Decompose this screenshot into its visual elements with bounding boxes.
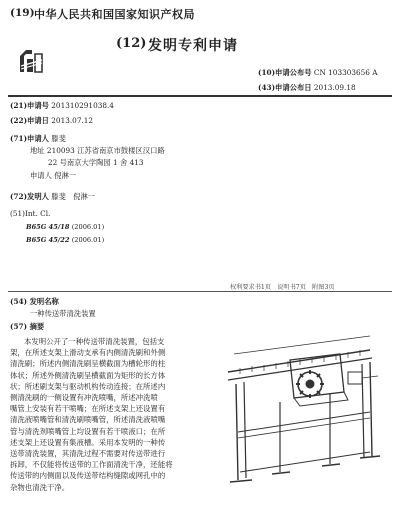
abstract-line: 杂物也清洗干净。 xyxy=(10,482,70,492)
applicant-value: 滕斐 xyxy=(51,134,66,143)
abstract-label: (57) 摘要 xyxy=(10,322,45,331)
applicant-row xyxy=(10,134,66,143)
app-no-label: (21)申请号 xyxy=(10,101,49,110)
filing-label: (22)申请日 xyxy=(10,116,49,125)
abstract-line: 传送带的内侧面以及传送带结构缝隙或网孔中的 xyxy=(10,471,166,481)
abstract-line: 清洗刷；所述内侧清洗刷呈横截面为槽轮形的柱 xyxy=(10,359,166,369)
abstract-line: 本发明公开了一种传送带清洗装置，包括支 xyxy=(24,337,165,346)
abstract-line: 体状；所述外侧清洗刷呈横截面为矩形的长方体 xyxy=(10,370,166,380)
agent-label: 申请人 xyxy=(30,171,52,180)
ipc-code: B65G 45/22 xyxy=(26,236,70,244)
abstract-line: 状；所述刷支架与驱动机构传动连接；在所述内 xyxy=(10,381,166,391)
pub-no-row xyxy=(258,68,378,78)
middle-divider xyxy=(8,291,392,292)
address-line-1: 210093 江苏省南京市鼓楼区汉口路 xyxy=(46,146,165,155)
doctype-code: (12) xyxy=(116,36,147,51)
cnipa-logo-icon xyxy=(18,48,44,74)
header-divider xyxy=(8,95,392,97)
abstract-body xyxy=(10,336,210,493)
ipc-version: (2006.01) xyxy=(71,236,105,244)
abstract-line: 送带清洗装置，其清洗过程不需要对传送带进行 xyxy=(10,449,166,459)
abstract-line: 架，在所述支架上滑动支承有内侧清洗刷和外侧 xyxy=(10,348,166,358)
abstract-line: 拆卸，不仅能将传送带的工作面清洗干净，还能将 xyxy=(10,460,173,470)
pub-date-label: (43)申请公布日 xyxy=(258,83,312,92)
office-name: 中华人民共和国国家知识产权局 xyxy=(34,8,195,21)
abstract-line: 侧清洗刷的一侧设置有冲洗喷嘴，所述冲洗喷 xyxy=(10,393,158,403)
ipc-version: (2006.01) xyxy=(71,223,105,231)
abstract-line: 管与清洗剂喷嘴管上均设置有若干喷液口；在所 xyxy=(10,426,166,436)
address-line-2: 22 号南京大学陶园 1 舍 413 xyxy=(48,158,144,167)
ipc-code: B65G 45/18 xyxy=(26,223,70,231)
doctype-title: 发明专利申请 xyxy=(148,38,238,54)
inventor-row xyxy=(10,192,95,201)
agent-value: 倪淋一 xyxy=(54,171,77,180)
address-label: 地址 xyxy=(30,146,45,155)
applicant-label: (71)申请人 xyxy=(10,134,49,143)
pub-date-value: 2013.09.18 xyxy=(313,83,356,92)
app-no-row xyxy=(10,101,114,110)
address-row-1 xyxy=(30,146,165,155)
filing-row xyxy=(10,116,93,125)
abstract-line: 清洗液喷嘴管和清洗刷喷嘴管，所述清洗液喷嘴 xyxy=(10,415,166,425)
inventor-value: 滕斐 倪淋一 xyxy=(51,192,96,201)
ipc-entry xyxy=(26,223,104,231)
pub-date-row xyxy=(258,83,356,93)
pub-no-label: (10)申请公布号 xyxy=(258,68,312,77)
agent-row xyxy=(30,171,76,180)
abstract-line: 嘴管上安装有若干喷嘴；在所述支架上还设置有 xyxy=(10,404,166,414)
app-no-value: 201310291038.4 xyxy=(51,101,114,110)
patent-drawing xyxy=(220,332,392,492)
intcl-label: (51)Int. Cl. xyxy=(10,209,51,218)
office-code: (19) xyxy=(10,7,35,19)
pub-no-value: CN 103303656 A xyxy=(313,68,378,77)
inventor-label: (72)发明人 xyxy=(10,192,49,201)
title-label: (54) 发明名称 xyxy=(10,297,59,306)
filing-value: 2013.07.12 xyxy=(51,116,94,125)
pages-summary: 权利要求书1页 说明书7页 附图3页 xyxy=(230,284,335,291)
invention-title: 一种传送带清洗装置 xyxy=(30,309,96,318)
ipc-entry xyxy=(26,236,104,244)
abstract-line: 述支架上还设置有集液槽。采用本发明的一种传 xyxy=(10,437,166,447)
